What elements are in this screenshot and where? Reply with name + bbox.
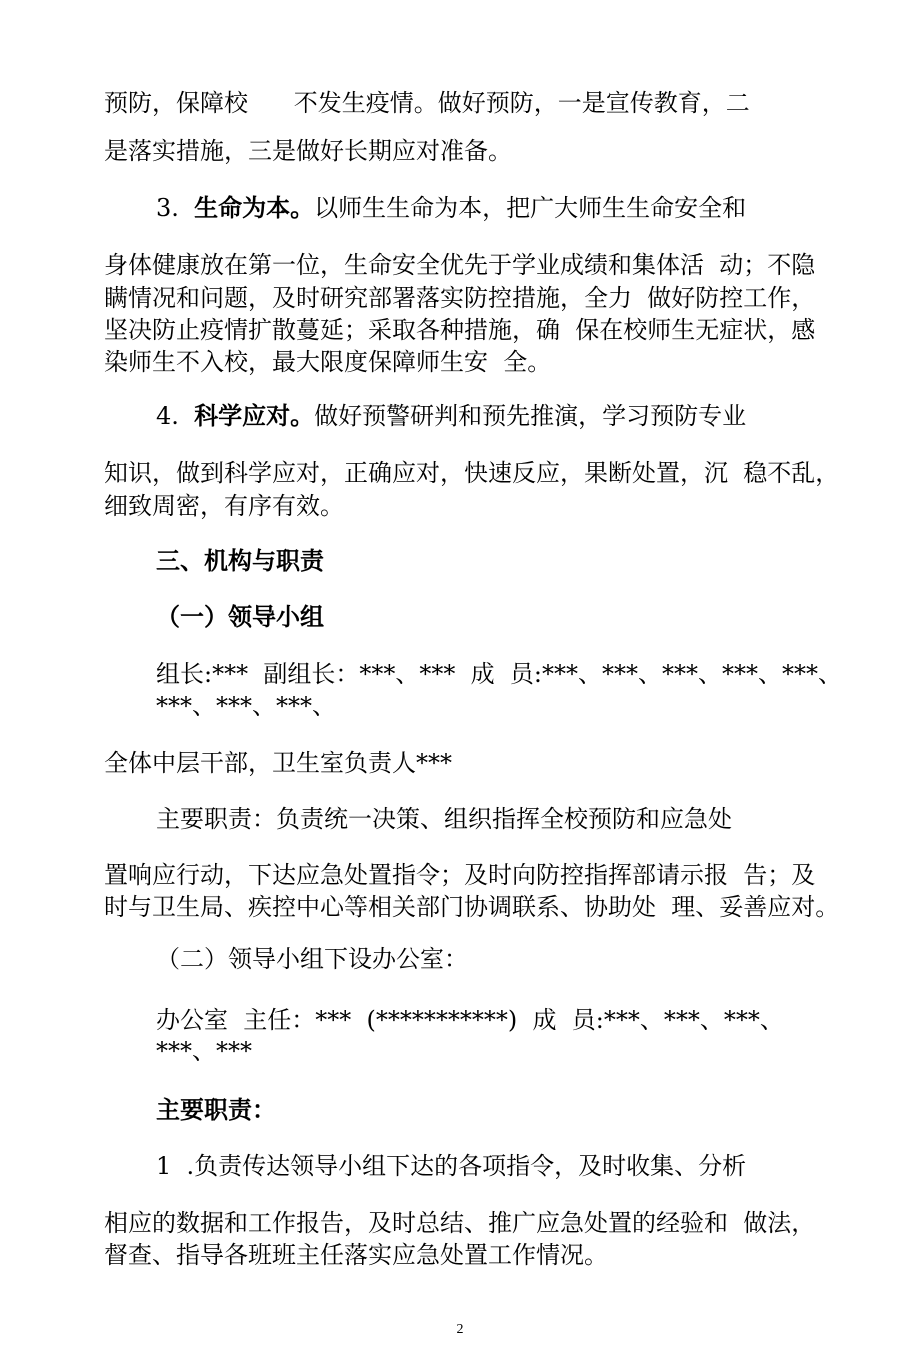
members-line: 全体中层干部，卫生室负责人*** — [104, 749, 452, 777]
item-text: 以师生生命为本，把广大师生生命安全和 — [314, 194, 747, 222]
subsection-heading: （二）领导小组下设办公室： — [156, 945, 468, 973]
paragraph-line: 瞒情况和问题，及时研究部署落实防控措施，全力 做好防控工作， — [104, 284, 816, 312]
paragraph-line: 知识，做到科学应对，正确应对，快速反应，果断处置，沉 稳不乱， — [104, 459, 840, 487]
paragraph-line: 坚决防止疫情扩散蔓延；采取各种措施，确 保在校师生无症状，感 — [104, 316, 816, 344]
item-number: 3. — [156, 194, 195, 222]
numbered-item-heading — [156, 399, 746, 433]
paragraph-line: 相应的数据和工作报告，及时总结、推广应急处置的经验和 做法， — [104, 1209, 816, 1237]
office-line: 办公室 主任：*** (***********) 成 员:***、***、***、 — [156, 1006, 784, 1034]
paragraph-line: 时与卫生局、疾控中心等相关部门协调联系、协助处 理、妥善应对。 — [104, 893, 840, 921]
paragraph-line: 置响应行动，下达应急处置指令；及时向防控指挥部请示报 告；及 — [104, 861, 816, 889]
page-number: 2 — [456, 1322, 464, 1337]
members-line: 组长:*** 副组长：***、*** 成 员:***、***、***、***、***、 — [156, 660, 842, 688]
duty-heading: 主要职责： — [156, 1095, 276, 1124]
paragraph-line: 主要职责：负责统一决策、组织指挥全校预防和应急处 — [156, 805, 732, 833]
item-bold-title: 科学应对。 — [194, 401, 315, 430]
paragraph-line: 预防，保障校 不发生疫情。做好预防，一是宣传教育，二 — [104, 89, 750, 117]
paragraph-line: 细致周密，有序有效。 — [104, 492, 344, 520]
section-heading: 三、机构与职责 — [156, 546, 324, 575]
paragraph-line: 身体健康放在第一位，生命安全优先于学业成绩和集体活 动；不隐 — [104, 251, 816, 279]
subsection-heading: （一）领导小组 — [156, 602, 324, 631]
paragraph-line: 1 .负责传达领导小组下达的各项指令，及时收集、分析 — [156, 1152, 747, 1180]
paragraph-line: 染师生不入校，最大限度保障师生安 全。 — [104, 348, 552, 376]
item-number: 4. — [156, 402, 195, 430]
office-line: ***、*** — [156, 1037, 252, 1065]
paragraph-line: 是落实措施，三是做好长期应对准备。 — [104, 137, 512, 165]
item-text: 做好预警研判和预先推演，学习预防专业 — [314, 402, 747, 430]
item-bold-title: 生命为本。 — [194, 193, 315, 222]
members-line: ***、***、***、 — [156, 692, 336, 720]
paragraph-line: 督查、指导各班班主任落实应急处置工作情况。 — [104, 1241, 608, 1269]
numbered-item-heading — [156, 191, 746, 225]
